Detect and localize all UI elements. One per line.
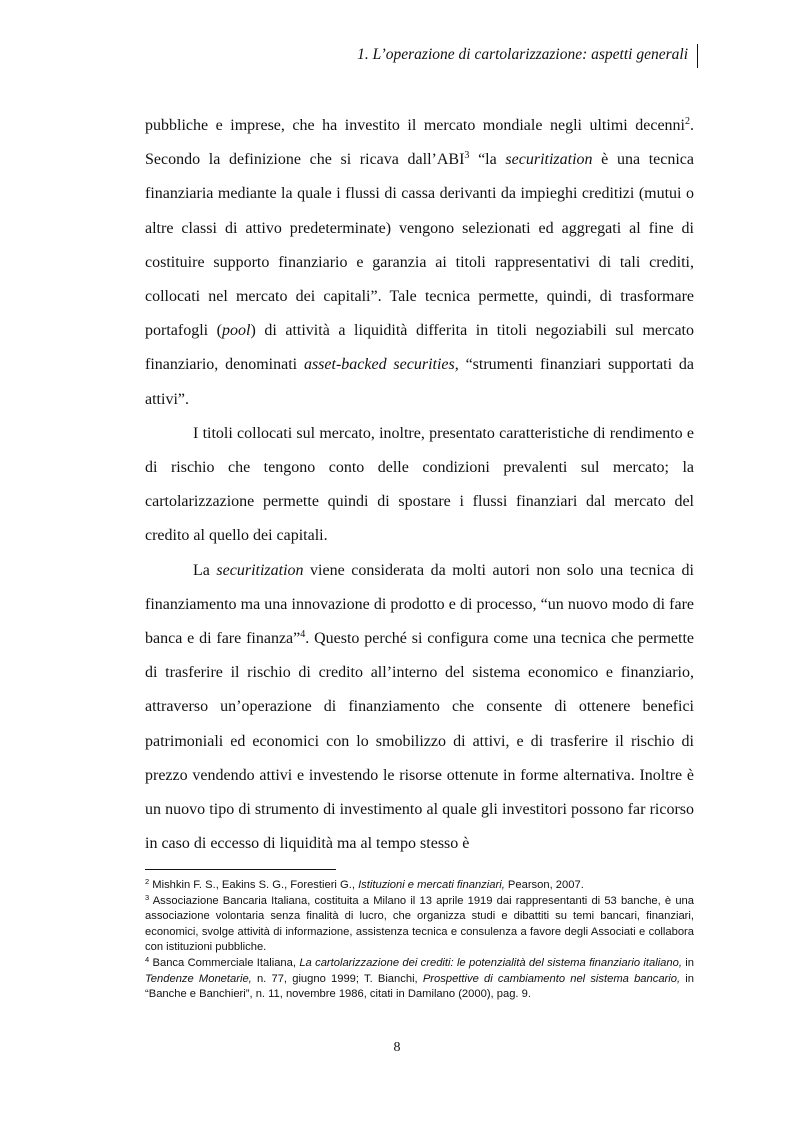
p1-italic-abs: asset-backed securities, (303, 356, 459, 374)
fn2-text-1: Mishkin F. S., Eakins S. G., Forestieri G., (149, 879, 359, 891)
fn4-text-1: Banca Commerciale Italiana, (149, 956, 300, 969)
p3-text-3: . Questo perché si configura come una tecnica che permette di trasferire il rischio di credito all’interno del sistema economico e finanziario, attraverso un’operazione di finanziamento che consente di ottenere benefici patrimoniali ed economici con lo smobilizzo di attivi, e di trasferire il rischio di prezzo vendendo attivi e investendo le risorse ottenute in forme alternativa. Inoltre è un nuovo tipo di strumento di investimento al quale gli investitori possono far ricorso in caso di eccesso di liquidità ma al tempo stesso è (145, 630, 695, 853)
fn4-text-4: in “Banche e Banchieri”, n. 11, novembre 1986, citati in Damilano (2000), pag. 9. (145, 972, 694, 1001)
footnote-4 (145, 956, 694, 1003)
p3-italic-securitization: securitization (216, 561, 304, 579)
p1-text-5: ) di attività a liquidità differita in titoli negoziabili sul mercato finanziario, denominati (145, 322, 694, 374)
footnote-ref-3[interactable]: 3 (464, 150, 470, 162)
footnote-4-number: 4 (145, 954, 150, 964)
body-text (145, 109, 694, 861)
p3-text-2: viene considerata da molti autori non solo una tecnica di finanziamento ma una innovazione di prodotto e di processo, “un nuovo modo di fare banca e di fare finanza” (145, 561, 695, 648)
fn2-text-2: Pearson, 2007. (504, 879, 584, 891)
footnote-3-number: 3 (145, 892, 150, 902)
fn4-text-2: in (681, 956, 695, 969)
p1-italic-pool: pool (222, 322, 251, 340)
footnote-3 (145, 894, 694, 956)
fn4-text-3: n. 77, giugno 1999; T. Bianchi, (251, 972, 423, 985)
page-number: 8 (393, 1040, 401, 1055)
fn4-italic-2: Tendenze Monetarie, (145, 972, 252, 985)
paragraph-3 (145, 554, 694, 862)
paragraph-2: I titoli collocati sul mercato, inoltre, presentato caratteristiche di rendimento e di rischio che tengono conto delle condizioni prevalenti sul mercato; la cartolarizzazione permette quindi di spostare i flussi finanziari dal mercato del credito al quello dei capitali. (145, 424, 694, 545)
p1-text-4: è una tecnica finanziaria mediante la quale i flussi di cassa derivanti da impieghi creditizi (mutui o altre classi di attivo predeterminate) vengono selezionati ed aggregati al fine di costituire supporto finanziario e garanzia ai titoli rappresentativi di tali crediti, collocati nel mercato dei capitali”. Tale tecnica permette, quindi, di trasformare portafogli ( (145, 151, 695, 340)
running-header (150, 44, 698, 68)
footnote-separator (145, 869, 336, 870)
p1-text-6: “strumenti finanziari supportati da attivi”. (145, 356, 695, 408)
footnote-2 (145, 878, 694, 894)
chapter-title: 1. L’operazione di cartolarizzazione: aspetti generali (357, 46, 688, 63)
footnote-2-number: 2 (145, 877, 150, 886)
p1-text-3: “la (469, 151, 506, 169)
fn4-italic-1: La cartolarizzazione dei crediti: le potenzialità del sistema finanziario italiano, (299, 956, 682, 969)
footnote-ref-2[interactable]: 2 (685, 116, 690, 127)
p1-text-1: pubbliche e imprese, che ha investito il mercato mondiale negli ultimi decenni (145, 117, 685, 134)
footnotes (145, 878, 694, 1003)
fn3-text-1: Associazione Bancaria Italiana, costituita a Milano il 13 aprile 1919 dai rappresentanti di 53 banche, è una associazione volontaria senza finalità di lucro, che organizza studi e dibattiti su temi bancari, finanziari, economici, svolge attività di informazione, assistenza tecnica e consulenza a favore degli Associati e collabora con istituzioni pubbliche. (145, 894, 694, 954)
p1-text-2: . Secondo la definizione che si ricava dall’ABI (145, 117, 694, 169)
paragraph-1 (145, 109, 694, 417)
footnote-ref-4[interactable]: 4 (300, 629, 306, 641)
fn4-italic-3: Prospettive di cambiamento nel sistema bancario, (422, 972, 681, 985)
p3-text-1: La (193, 561, 217, 579)
fn2-italic-1: Istituzioni e mercati finanziari, (358, 879, 505, 891)
p1-italic-securitization: securitization (505, 151, 593, 169)
header-vertical-rule (697, 44, 698, 68)
